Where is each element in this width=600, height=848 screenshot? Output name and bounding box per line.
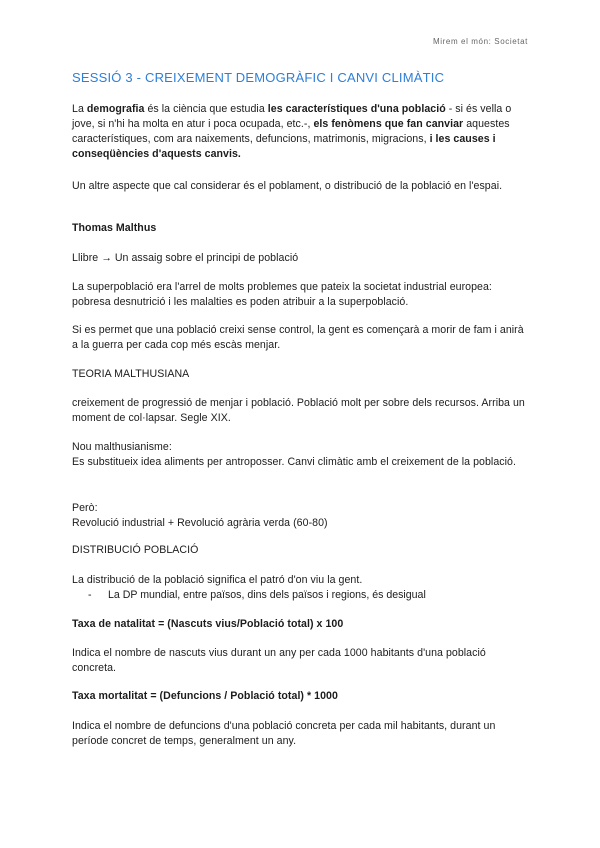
distribution-paragraph: La distribució de la població significa el patró d'on viu la gent. — [72, 574, 363, 586]
intro-text-3: - si és vella o jove, si n'hi ha molta en atur i poca ocupada, etc.-, — [72, 103, 512, 130]
mortality-formula: Taxa mortalitat = (Defuncions / Població total) * 1000 — [72, 690, 338, 702]
intro-text-1: La — [72, 103, 87, 115]
neo-malthusianism-label: Nou malthusianisme: — [72, 441, 172, 453]
page-header: Mirem el món: Societat — [432, 37, 528, 46]
intro-bold-causes: i les causes i conseqüències d'aquests canvis. — [72, 133, 496, 160]
natality-description: Indica el nombre de nascuts vius durant un any per cada 1000 habitants d'una població concreta. — [72, 647, 486, 674]
theory-heading: TEORIA MALTHUSIANA — [72, 368, 190, 380]
intro-bold-demografia: demografia — [86, 103, 145, 115]
mortality-description: Indica el nombre de defuncions d'una població concreta per cada mil habitants, durant un període concret de temps, generalment un any. — [72, 720, 496, 747]
mortality-formula-wrap — [72, 689, 530, 704]
distribution-bullet: La DP mundial, entre països, dins dels països i regions, és desigual — [108, 589, 426, 601]
intro-paragraph — [72, 102, 530, 162]
malthus-heading-wrap — [72, 221, 530, 236]
theory-paragraph: creixement de progressió de menjar i població. Població molt per sobre dels recursos. Arriba un moment de col·lapsar. Segle XIX. — [72, 397, 525, 424]
intro-text-2: és la ciència que estudia — [144, 103, 268, 115]
distribution-heading: DISTRIBUCIÓ POBLACIÓ — [72, 544, 199, 556]
pero-label: Però: — [72, 502, 98, 514]
malthus-heading: Thomas Malthus — [72, 222, 157, 234]
malthus-book: Llibre → Un assaig sobre el principi de població — [72, 252, 299, 264]
neo-malthusianism-text: Es substitueix idea aliments per antroposser. Canvi climàtic amb el creixement de la població. — [72, 456, 516, 468]
natality-formula: Taxa de natalitat = (Nascuts vius/Població total) x 100 — [72, 618, 344, 630]
natality-formula-wrap — [72, 617, 530, 632]
pero-text: Revolució industrial + Revolució agrària verda (60-80) — [72, 517, 328, 529]
malthus-paragraph-1: La superpoblació era l'arrel de molts problemes que pateix la societat industrial europea: pobresa desnutrició i les malalties es poden atribuir a la superpoblació. — [72, 281, 492, 308]
intro-text-4: aquestes característiques, com ara naixements, defuncions, matrimonis, migracions, — [72, 118, 510, 145]
intro-bold-caracteristiques: les característiques d'una població — [267, 103, 446, 115]
intro-bold-fenomens: els fenòmens que fan canviar — [313, 118, 464, 130]
malthus-paragraph-2: Si es permet que una població creixi sense control, la gent es començarà a morir de fam i anirà a la guerra per cada cop més escàs menjar. — [72, 324, 524, 351]
poblament-paragraph: Un altre aspecte que cal considerar és el poblament, o distribució de la població en l'espai. — [72, 180, 503, 192]
page-title: SESSIÓ 3 - CREIXEMENT DEMOGRÀFIC I CANVI CLIMÀTIC — [72, 70, 445, 85]
bullet-dash: - — [88, 589, 92, 601]
